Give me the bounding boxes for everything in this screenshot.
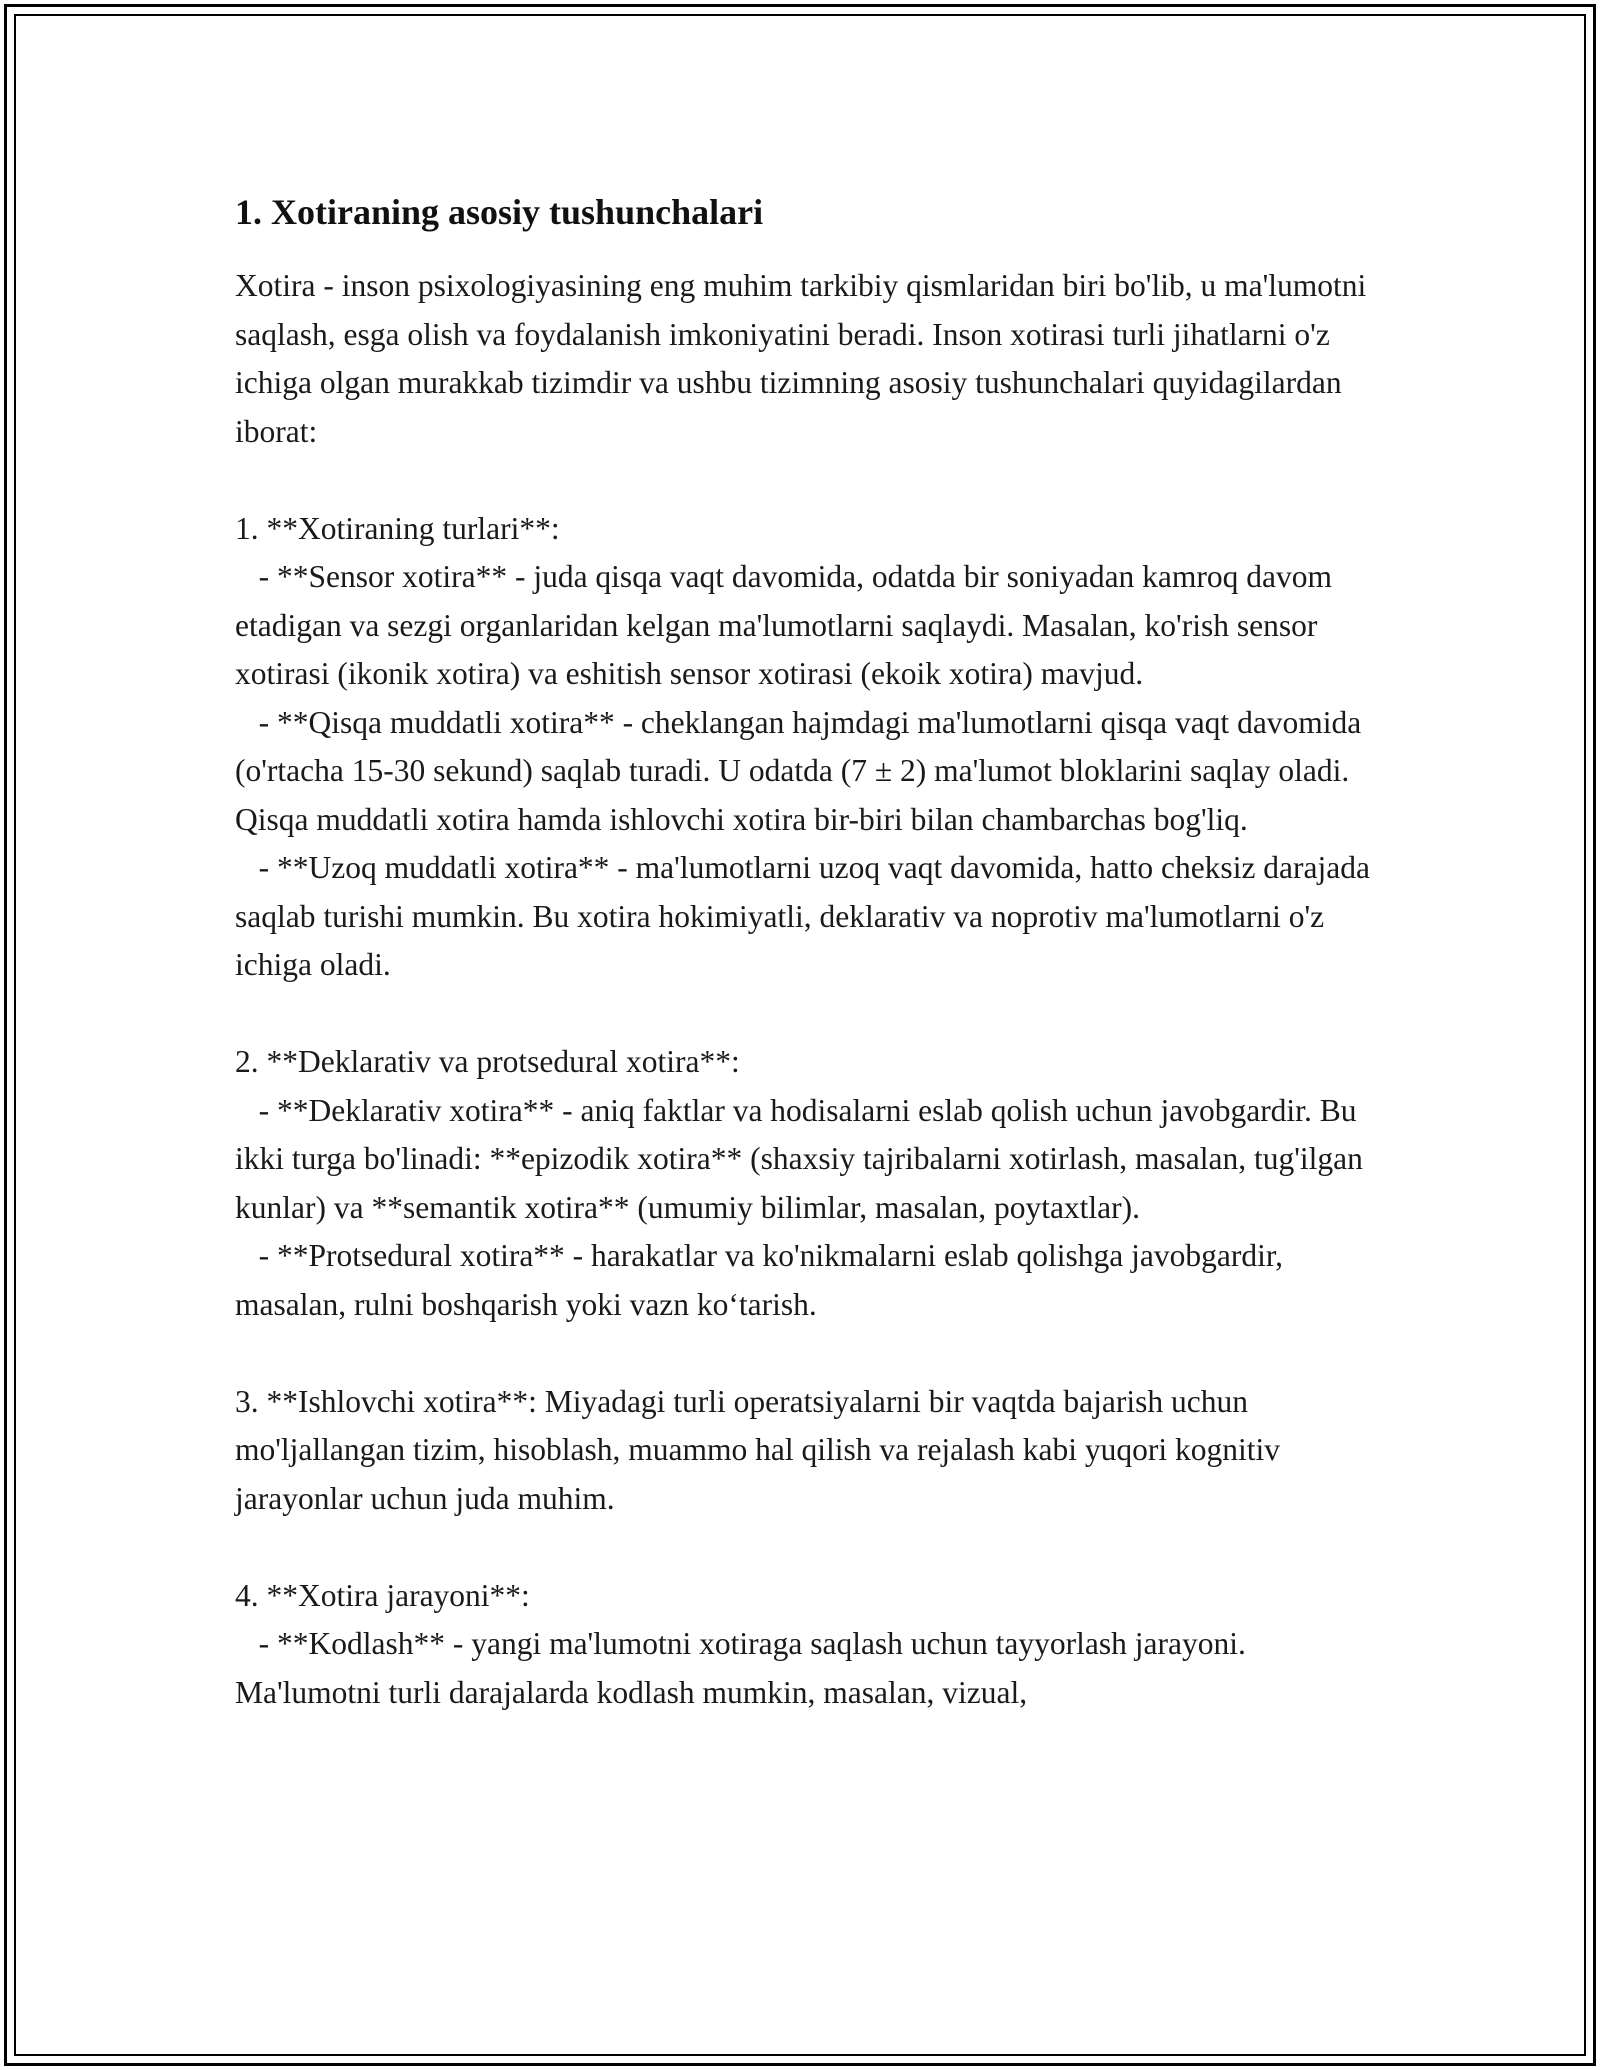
paragraph-gap: [235, 1523, 1395, 1572]
list-item-title: 1. **Xotiraning turlari**:: [235, 510, 560, 546]
paragraph-gap: [235, 456, 1395, 505]
list-subitem: - **Kodlash** - yangi ma'lumotni xotiraga saqlash uchun tayyorlash jarayoni. Ma'lumotni turli darajalarda kodlash mumkin, masalan, vizual,: [235, 1626, 1254, 1710]
list-subitem: - **Qisqa muddatli xotira** - cheklangan hajmdagi ma'lumotlarni qisqa vaqt davomida (o'rtacha 15-30 sekund) saqlab turadi. U odatda (7 ± 2) ma'lumot bloklarini saqlay oladi. Qisqa muddatli xotira hamda ishlovchi xotira bir-biri bilan chambarchas bog'liq.: [235, 704, 1370, 837]
list-item-paragraph: 3. **Ishlovchi xotira**: Miyadagi turli operatsiyalarni bir vaqtda bajarish uchun mo'ljallangan tizim, hisoblash, muammo hal qilish va rejalash kabi yuqori kognitiv jarayonlar uchun juda muhim.: [235, 1383, 1288, 1516]
document-body: [235, 188, 1395, 1717]
list-item-title: 2. **Deklarativ va protsedural xotira**:: [235, 1044, 740, 1079]
list-subitem: - **Protsedural xotira** - harakatlar va ko'nikmalarni eslab qolishga javobgardir, masalan, rulni boshqarish yoki vazn ko‘tarish.: [235, 1238, 1291, 1322]
paragraph-gap: [235, 990, 1395, 1039]
list-subitem: - **Sensor xotira** - juda qisqa vaqt davomida, odatda bir soniyadan kamroq davom etadigan va sezgi organlaridan kelgan ma'lumotlarni saqlaydi. Masalan, ko'rish sensor xotirasi (ikonik xotira) va eshitish sensor xotirasi (ekoik xotira) mavjud.: [235, 559, 1340, 691]
list-subitem: - **Uzoq muddatli xotira** - ma'lumotlarni uzoq vaqt davomida, hatto cheksiz darajada saqlab turishi mumkin. Bu xotira hokimiyatli, deklarativ va noprotiv ma'lumotlarni o'z ichiga oladi.: [235, 850, 1378, 982]
intro-paragraph: Xotira - inson psixologiyasining eng muhim tarkibiy qismlaridan biri bo'lib, u ma'lumotni saqlash, esga olish va foydalanish imkoniyatini beradi. Inson xotirasi turli jihatlarni o'z ichiga olgan murakkab tizimdir va ushbu tizimning asosiy tushunchalari quyidagilardan iborat:: [235, 268, 1375, 449]
list-subitem: - **Deklarativ xotira** - aniq faktlar va hodisalarni eslab qolish uchun javobgardir. Bu ikki turga bo'linadi: **epizodik xotira** (shaxsiy tajribalarni xotirlash, masalan, tug'ilgan kunlar) va **semantik xotira** (umumiy bilimlar, masalan, poytaxtlar).: [235, 1092, 1371, 1225]
section-heading: 1. Xotiraning asosiy tushunchalari: [235, 192, 764, 232]
list-item-title: 4. **Xotira jarayoni**:: [235, 1577, 530, 1613]
paragraph-gap: [235, 1329, 1395, 1378]
